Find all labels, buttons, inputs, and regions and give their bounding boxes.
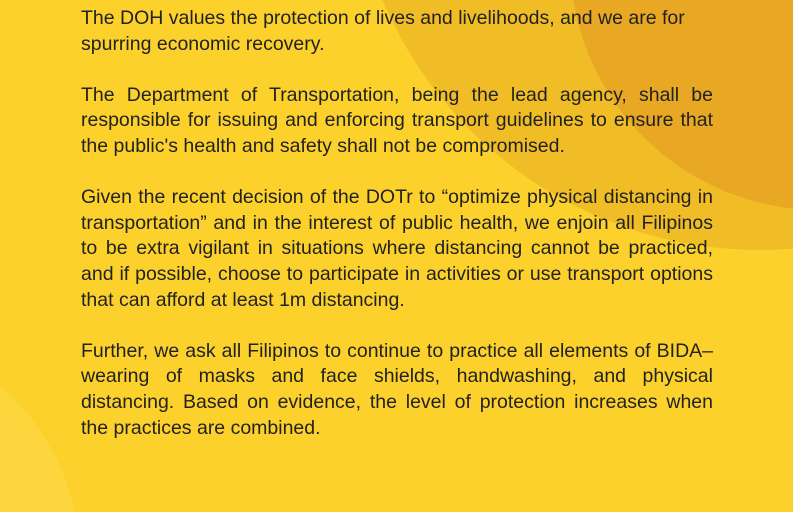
- paragraph-dotr-responsibility: The Department of Transportation, being the lead agency, shall be responsible for issuing and enforcing transport guidelines to ensure that the public's health and safety shall not be compromised.: [81, 83, 713, 157]
- paragraph-doh-values: The DOH values the protection of lives and livelihoods, and we are for spurring economic recovery.: [81, 7, 685, 55]
- statement-body: [81, 6, 713, 467]
- paragraph-bida-practices: Further, we ask all Filipinos to continue to practice all elements of BIDA–wearing of masks and face shields, handwashing, and physical distancing. Based on evidence, the level of protection increases when the practices are combined.: [81, 339, 713, 439]
- paragraph-physical-distancing: Given the recent decision of the DOTr to “optimize physical distancing in transportation” and in the interest of public health, we enjoin all Filipinos to be extra vigilant in situations where distancing cannot be practiced, and if possible, choose to participate in activities or use transport options that can afford at least 1m distancing.: [81, 186, 713, 311]
